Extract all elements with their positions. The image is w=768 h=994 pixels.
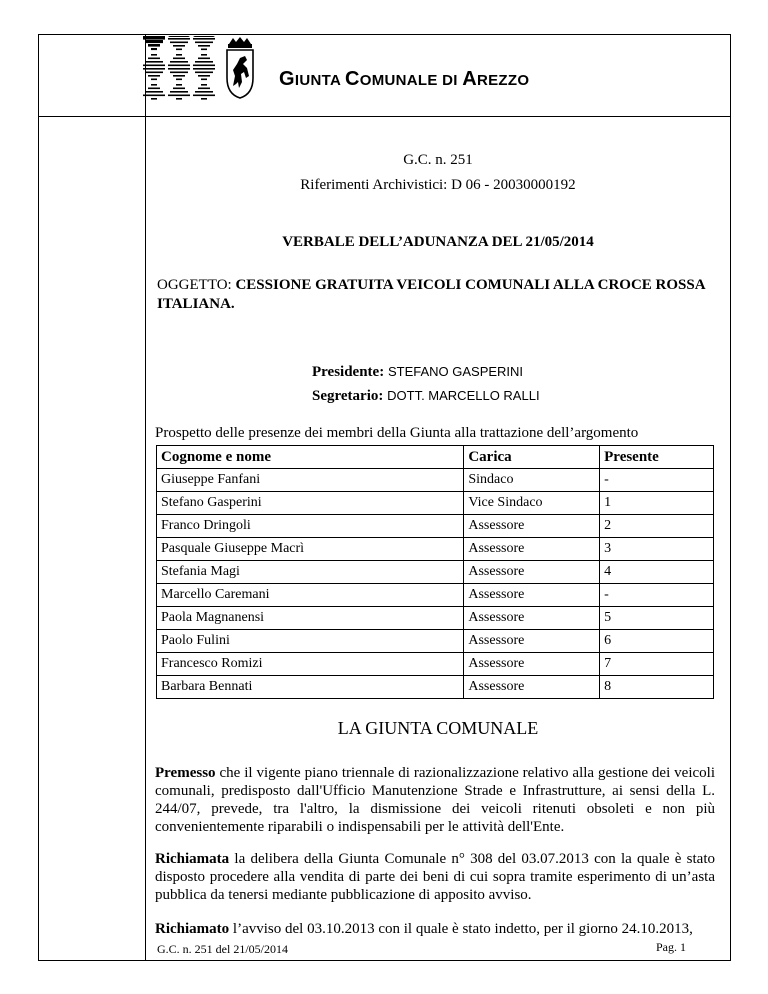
- paragraph-text: l’avviso del 03.10.2013 con il quale è stato indetto, per il giorno 24.10.2013,: [229, 921, 693, 937]
- table-cell: Marcello Caremani: [157, 584, 464, 607]
- table-cell: 3: [600, 538, 714, 561]
- table-cell: 1: [600, 492, 714, 515]
- paragraph-lead: Richiamato: [155, 921, 230, 937]
- table-cell: 6: [600, 630, 714, 653]
- table-cell: -: [600, 584, 714, 607]
- members-intro: Prospetto delle presenze dei membri della Giunta alla trattazione dell’argomento: [155, 425, 639, 441]
- table-cell: Assessore: [464, 653, 600, 676]
- table-cell: Sindaco: [464, 469, 600, 492]
- table-cell: Stefania Magi: [157, 561, 464, 584]
- header-cell: Cognome e nome: [157, 446, 464, 469]
- header-cell: Presente: [600, 446, 714, 469]
- table-row: [157, 561, 714, 584]
- table-cell: Giuseppe Fanfani: [157, 469, 464, 492]
- paragraph-richiamato: [155, 920, 715, 938]
- margin-line: [145, 34, 146, 961]
- table-row: [157, 492, 714, 515]
- segretario: [312, 388, 540, 405]
- table-cell: Assessore: [464, 515, 600, 538]
- page-number: Pag. 1: [656, 940, 686, 954]
- logos: [143, 36, 273, 106]
- table-cell: Pasquale Giuseppe Macrì: [157, 538, 464, 561]
- segretario-value: DOTT. MARCELLO RALLI: [387, 388, 540, 403]
- table-cell: Paola Magnanensi: [157, 607, 464, 630]
- oggetto-label: OGGETTO:: [157, 277, 236, 293]
- table-cell: Assessore: [464, 561, 600, 584]
- verbale-heading: VERBALE DELL’ADUNANZA DEL 21/05/2014: [282, 234, 594, 250]
- table-row: [157, 469, 714, 492]
- archive-reference: Riferimenti Archivistici: D 06 - 20030000192: [300, 177, 576, 193]
- giunta-heading: LA GIUNTA COMUNALE: [337, 718, 539, 738]
- gc-number: G.C. n. 251: [403, 152, 473, 168]
- paragraph-text: che il vigente piano triennale di razionalizzazione relativo alla gestione dei veicoli comunali, predisposto dall'Ufficio Manutenzione Strade e Infrastrutture, ai sensi della L. 244/07, prevede, tra l'altro, la dismissione dei veicoli ritenuti obsoleti e non più convenientemente riparabili o indispensabili per le attività dell'Ente.: [155, 765, 715, 835]
- table-row: [157, 515, 714, 538]
- members-table: [156, 445, 714, 699]
- table-cell: Franco Dringoli: [157, 515, 464, 538]
- presidente: [312, 364, 523, 381]
- table-cell: Assessore: [464, 607, 600, 630]
- table-header-row: [157, 446, 714, 469]
- footer-reference: G.C. n. 251 del 21/05/2014: [157, 942, 288, 956]
- table-row: [157, 607, 714, 630]
- table-row: [157, 630, 714, 653]
- table-row: [157, 676, 714, 699]
- paragraph-text: la delibera della Giunta Comunale n° 308 del 03.07.2013 con la quale è stato disposto procedere alla vendita di parte dei beni di cui sopra tramite esperimento di un’asta pubblica da tenersi mediante pubblicazione di apposito avviso.: [155, 851, 715, 903]
- table-cell: -: [600, 469, 714, 492]
- table-cell: 8: [600, 676, 714, 699]
- table-cell: Stefano Gasperini: [157, 492, 464, 515]
- table-cell: Paolo Fulini: [157, 630, 464, 653]
- table-cell: Barbara Bennati: [157, 676, 464, 699]
- table-cell: Francesco Romizi: [157, 653, 464, 676]
- table-row: [157, 584, 714, 607]
- table-cell: 2: [600, 515, 714, 538]
- table-cell: Vice Sindaco: [464, 492, 600, 515]
- oggetto: [157, 276, 717, 314]
- table-cell: Assessore: [464, 676, 600, 699]
- table-cell: Assessore: [464, 538, 600, 561]
- document-title: GIUNTA COMUNALE DI AREZZO: [279, 68, 530, 90]
- table-row: [157, 653, 714, 676]
- table-row: [157, 538, 714, 561]
- table-cell: 7: [600, 653, 714, 676]
- presidente-label: Presidente:: [312, 364, 385, 380]
- paragraph-premesso: [155, 764, 715, 836]
- oggetto-text: CESSIONE GRATUITA VEICOLI COMUNALI ALLA CROCE ROSSA ITALIANA.: [157, 277, 705, 312]
- header-cell: Carica: [464, 446, 600, 469]
- presidente-value: STEFANO GASPERINI: [387, 364, 524, 379]
- coat-of-arms-logo: [227, 37, 253, 98]
- segretario-label: Segretario:: [312, 388, 384, 404]
- table-cell: Assessore: [464, 630, 600, 653]
- paragraph-lead: Premesso: [155, 765, 216, 781]
- table-cell: 4: [600, 561, 714, 584]
- table-cell: Assessore: [464, 584, 600, 607]
- table-cell: 5: [600, 607, 714, 630]
- header-divider: [38, 116, 731, 117]
- paragraph-lead: Richiamata: [155, 851, 230, 867]
- striped-diamond-logo: [143, 36, 215, 100]
- paragraph-richiamata: [155, 850, 715, 904]
